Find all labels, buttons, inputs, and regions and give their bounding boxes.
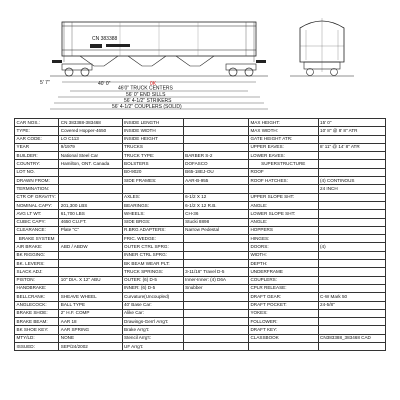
cell-mid-label: BK BEAM WEAR PLT: [122, 260, 183, 268]
cell-mid-label: 40' Base Car: [122, 301, 183, 309]
cell-mid-label: WHEELS: [122, 210, 183, 218]
cell-right-label: DRAFT GEAR: [248, 293, 318, 301]
table-row [15, 119, 386, 127]
cell-mid-value: Stucki 8898 [183, 218, 248, 226]
cell-mid-value [183, 343, 248, 351]
table-row [15, 226, 386, 234]
cell-mid-value [183, 143, 248, 151]
table-row [15, 284, 386, 292]
cell-left-label: LOT NO. [15, 168, 59, 176]
cell-mid-value [183, 119, 248, 127]
cell-right-value: C-W Mark 50 [318, 293, 385, 301]
cell-left-value [59, 185, 122, 193]
table-row [15, 268, 386, 276]
cell-right-label: LOWER SLOPE SHT: [248, 210, 318, 218]
cell-right-value [318, 160, 385, 168]
cell-left-label: MTY/LD: [15, 334, 59, 342]
cell-right-value [318, 218, 385, 226]
cell-right-label: DEPTH: [248, 260, 318, 268]
cell-left-label: BRAKE BEAM: [15, 318, 59, 326]
cell-mid-label: OUTER: (6) D-5 [122, 276, 183, 284]
cell-left-value: Covered Hopper-4650 [59, 127, 122, 135]
cell-mid-value: CH-36 [183, 210, 248, 218]
cell-mid-label: INSIDE HEIGHT [122, 135, 183, 143]
cell-right-label: FOLLOWER: [248, 318, 318, 326]
cell-left-value [59, 268, 122, 276]
table-row [15, 276, 386, 284]
cell-mid-label: AXLES: [122, 193, 183, 201]
cell-mid-label: INSIDE LENGTH [122, 119, 183, 127]
dim-right-label: 0K [150, 81, 157, 87]
truck-centers-dim: 46'0" TRUCK CENTERS [118, 85, 173, 92]
cell-mid-value [183, 251, 248, 259]
cell-right-label: UPPER SLOPE SHT: [248, 193, 318, 201]
table-row [15, 309, 386, 317]
cell-left-value: 201,300 LBS [59, 201, 122, 209]
cell-left-label: CLEARANCE: [15, 226, 59, 234]
cell-mid-value: AAR-B-955 [183, 177, 248, 185]
cell-right-value [318, 343, 385, 351]
cell-right-label: MAX WIDTH: [248, 127, 318, 135]
cell-left-label: CUBIC CAPY: [15, 218, 59, 226]
cell-mid-value: 6-1/2 X 12 R.B. [183, 201, 248, 209]
cell-left-value [59, 260, 122, 268]
cell-right-value [318, 226, 385, 234]
end-sills-dim: 56' 0" END SILLS [126, 92, 166, 98]
cell-left-value: AAR 18 [59, 318, 122, 326]
cell-mid-value [183, 326, 248, 334]
dim-small-label: 5' 7" [40, 80, 50, 86]
cell-left-value: 10" DIA. X 12" ABU [59, 276, 122, 284]
cell-left-label: TERMINATION: [15, 185, 59, 193]
table-row [15, 193, 386, 201]
table-row [15, 210, 386, 218]
cell-right-label: WIDTH: [248, 251, 318, 259]
table-row [15, 343, 386, 351]
cell-left-label: ANGLECOCK: [15, 301, 59, 309]
table-row [15, 260, 386, 268]
cell-left-value: 2" H.F. COMP [59, 309, 122, 317]
cell-mid-value: 3-11/16" Travel D-5 [183, 268, 248, 276]
cell-right-value: 10' 8" @ 8' 8" ATR [318, 127, 385, 135]
cell-mid-value [183, 185, 248, 193]
cell-right-label: UNDERFRAME [248, 268, 318, 276]
cell-left-value: NONE [59, 334, 122, 342]
cell-left-label: AAR CODE: [15, 135, 59, 143]
cell-mid-value [183, 334, 248, 342]
cell-left-value [59, 177, 122, 185]
cell-mid-label: TRUCK SPRINGS: [122, 268, 183, 276]
cell-left-label: CAR NOS.: [15, 119, 59, 127]
cell-mid-label: INNER: (6) D-5 [122, 284, 183, 292]
cell-right-label: COUPLERS: [248, 276, 318, 284]
cell-left-label: CTR OF GRAVITY: [15, 193, 59, 201]
cell-right-label: HOPPERS [248, 226, 318, 234]
cell-left-value: SHEAVE WHEEL [59, 293, 122, 301]
cell-right-value [318, 268, 385, 276]
cell-right-value [318, 235, 385, 243]
cell-mid-value [183, 235, 248, 243]
cell-left-value: Plate "C" [59, 226, 122, 234]
cell-mid-label: Curvature(Uncoupled) [122, 293, 183, 301]
spec-table [14, 118, 386, 351]
cell-right-label: SUPERSTRUCTURE [248, 160, 318, 168]
cell-mid-label: Brake Arrg't: [122, 326, 183, 334]
cell-right-value [318, 309, 385, 317]
cell-left-value: LO C113 [59, 135, 122, 143]
cell-mid-label: TRUCKS [122, 143, 183, 151]
table-row [15, 177, 386, 185]
cell-left-label: PISTON: [15, 276, 59, 284]
cell-left-label: COUNTRY: [15, 160, 59, 168]
cell-mid-label: B0-9020 [122, 168, 183, 176]
cell-right-value: CN383388_383468 CAD [318, 334, 385, 342]
cell-mid-value: Narrow Pedestal [183, 226, 248, 234]
cell-mid-label: FRIC. WEDGE: [122, 235, 183, 243]
cell-left-value [59, 251, 122, 259]
cell-left-label: BK RIGGING: [15, 251, 59, 259]
cell-left-label: BRAKE SHOE: [15, 309, 59, 317]
cell-left-label: ISSUED: [15, 343, 59, 351]
cell-mid-label: TRUCK TYPE: [122, 152, 183, 160]
cell-left-label: AIR BRAKE: [15, 243, 59, 251]
cell-mid-value [183, 318, 248, 326]
cell-right-value [318, 326, 385, 334]
cell-mid-label: SIDE BRGS: [122, 218, 183, 226]
cell-mid-label: Alike Car: [122, 309, 183, 317]
cell-mid-label: Stencil Arrg't: [122, 334, 183, 342]
strikers-dim: 56' 4-1/2" STRIKERS [124, 98, 172, 104]
cell-mid-label: UF Arrg't: [122, 343, 183, 351]
cell-left-label: TYPE: [15, 127, 59, 135]
cell-left-label: AVG LT WT: [15, 210, 59, 218]
cell-left-label: DRAWN FROM: [15, 177, 59, 185]
cell-mid-value: Snubber [183, 284, 248, 292]
cell-right-value [318, 210, 385, 218]
cell-mid-value: Inner-Inner: (4) D6A [183, 276, 248, 284]
cell-left-label: SLACK ADJ: [15, 268, 59, 276]
cell-mid-label: SIDE FRAMES: [122, 177, 183, 185]
table-row [15, 168, 386, 176]
cell-right-label: ROOF HATCHES: [248, 177, 318, 185]
table-row [15, 160, 386, 168]
table-row [15, 334, 386, 342]
cell-right-label: CLASSBOOK [248, 334, 318, 342]
cell-mid-value [183, 309, 248, 317]
cell-mid-value: B65-18EJ-OU [183, 168, 248, 176]
cell-left-value: 61,700 LBS [59, 210, 122, 218]
table-row [15, 218, 386, 226]
cell-right-label [248, 185, 318, 193]
table-row [15, 243, 386, 251]
table-row [15, 251, 386, 259]
cell-mid-label: Drawings-Gen'l Arrg't: [122, 318, 183, 326]
cell-left-label: BUILDER: [15, 152, 59, 160]
cell-right-value [318, 193, 385, 201]
cell-mid-value [183, 301, 248, 309]
cell-mid-value: 6-1/2 X 12 [183, 193, 248, 201]
cell-right-label: LOWER EAVES: [248, 152, 318, 160]
cell-right-value [318, 276, 385, 284]
svg-text:CN 383388: CN 383388 [92, 36, 118, 42]
table-row [15, 127, 386, 135]
table-row [15, 235, 386, 243]
cell-left-label: YEAR [15, 143, 59, 151]
cell-right-label: DRAFT KEY: [248, 326, 318, 334]
cell-right-label: YOKES: [248, 309, 318, 317]
couplers-dim: 56' 4-1/2" COUPLERS (SOLID) [112, 104, 182, 110]
cell-right-value: 24 INCH [318, 185, 385, 193]
cell-left-value: Hamilton, ONT. Canada [59, 160, 122, 168]
cell-left-label: BELLCRANK: [15, 293, 59, 301]
cell-right-value: (4) CONTINOUS [318, 177, 385, 185]
cell-mid-label: INSIDE WIDTH [122, 127, 183, 135]
cell-mid-value [183, 127, 248, 135]
cell-mid-value [183, 243, 248, 251]
cell-left-value [59, 168, 122, 176]
table-row [15, 201, 386, 209]
cell-right-value: 8' 11" @ 14' 8" ATR [318, 143, 385, 151]
cell-left-value: AAR SPRING [59, 326, 122, 334]
cell-left-value [59, 193, 122, 201]
dim-left-label: 40' 0" [98, 81, 111, 87]
cell-right-value: (4) [318, 243, 385, 251]
cell-right-label: MAX HEIGHT: [248, 119, 318, 127]
cell-left-value: National Steel Car [59, 152, 122, 160]
cell-right-value [318, 152, 385, 160]
cell-left-label: BK. LEVERS: [15, 260, 59, 268]
cell-right-label: HINGES: [248, 235, 318, 243]
cell-left-value: 9/1979 [59, 143, 122, 151]
cell-mid-value [183, 293, 248, 301]
cell-mid-value: BARBER S-2 [183, 152, 248, 160]
cell-right-label: DRAFT POCKET: [248, 301, 318, 309]
cell-mid-label: INNER CTRL SPRG: [122, 251, 183, 259]
cell-right-value [318, 168, 385, 176]
cell-mid-value: DOFASCO [183, 160, 248, 168]
cell-mid-label: BOLSTERS [122, 160, 183, 168]
cell-right-label [248, 343, 318, 351]
table-row [15, 318, 386, 326]
cell-mid-label [122, 185, 183, 193]
cell-right-value [318, 135, 385, 143]
cell-right-value [318, 251, 385, 259]
dimension-lines [40, 80, 268, 110]
car-side-view [50, 22, 268, 76]
cell-right-label: DOORS: [248, 243, 318, 251]
cell-right-label: ROOF [248, 168, 318, 176]
cell-left-label: HANDBRAKE: [15, 284, 59, 292]
cell-left-value: 4650 CU.FT. [59, 218, 122, 226]
cell-mid-label: OUTER CTRL SPRG: [122, 243, 183, 251]
cell-left-label: BRAKE SYSTEM [15, 235, 59, 243]
cell-right-value [318, 284, 385, 292]
cell-left-value: CN 383388-383468 [59, 119, 122, 127]
cell-mid-value [183, 260, 248, 268]
cell-right-value [318, 201, 385, 209]
cell-right-value: 15' 0" [318, 119, 385, 127]
table-row [15, 301, 386, 309]
cell-right-label: CPLR RELEASE: [248, 284, 318, 292]
cell-right-label: ANGLE: [248, 218, 318, 226]
table-row [15, 326, 386, 334]
table-row [15, 135, 386, 143]
cell-right-value [318, 260, 385, 268]
cell-right-value [318, 318, 385, 326]
cell-left-value [59, 235, 122, 243]
cell-mid-value [183, 135, 248, 143]
cell-left-value: BALL TYPE [59, 301, 122, 309]
cell-right-label: GATE HEIGHT ATR: [248, 135, 318, 143]
table-row [15, 185, 386, 193]
cell-right-label: ANGLE: [248, 201, 318, 209]
cell-left-label: BK SHOE KEY: [15, 326, 59, 334]
cell-left-value: ABD / ABDW [59, 243, 122, 251]
cell-left-value [59, 284, 122, 292]
cell-mid-label: BEARINGS: [122, 201, 183, 209]
cell-mid-label: R.BRG ADAPTERS: [122, 226, 183, 234]
table-row [15, 143, 386, 151]
car-end-view [290, 18, 354, 76]
cell-right-label: UPPER EAVES: [248, 143, 318, 151]
cell-left-label: NOMINAL CAPY: [15, 201, 59, 209]
table-row [15, 152, 386, 160]
table-row [15, 293, 386, 301]
cell-left-value: SEP/24/2002 [59, 343, 122, 351]
hopper-car-elevation-drawing [0, 0, 400, 112]
cell-right-value: 24-5/8" [318, 301, 385, 309]
